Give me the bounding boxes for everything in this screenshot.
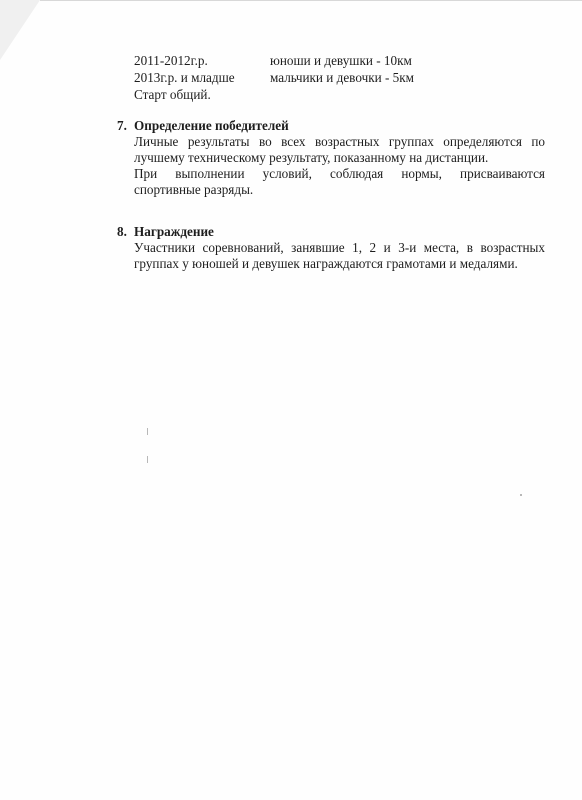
section-7-line-4: спортивные разряды. — [134, 182, 254, 197]
section-7-line-2: лучшему техническому результату, показанному на дистанции. — [134, 150, 489, 165]
scan-artifact — [147, 428, 148, 435]
scan-artifact — [520, 494, 522, 496]
section-8-line-2: группах у юношей и девушек награждаются грамотами и медалями. — [134, 256, 518, 271]
section-7-body — [134, 134, 545, 198]
age-group-years-1: 2011-2012г.р. — [134, 53, 208, 68]
section-7-title: Определение победителей — [134, 118, 289, 133]
section-7-line-3: При выполнении условий, соблюдая нормы, присваиваются — [134, 166, 545, 181]
section-7-line-1: Личные результаты во всех возрастных группах определяются по — [134, 134, 545, 149]
scan-artifact — [147, 456, 148, 463]
section-8-line-1: Участники соревнований, занявшие 1, 2 и 3-и места, в возрастных — [134, 240, 545, 255]
section-7-number: 7. — [117, 118, 127, 133]
scan-edge — [40, 0, 582, 1]
age-group-category-2: мальчики и девочки - 5км — [270, 70, 414, 85]
folded-corner — [0, 0, 40, 60]
section-8-body — [134, 240, 545, 272]
age-group-years-2: 2013г.р. и младше — [134, 70, 235, 85]
section-8-title: Награждение — [134, 224, 214, 239]
section-8-number: 8. — [117, 224, 127, 239]
age-group-category-1: юноши и девушки - 10км — [270, 53, 412, 68]
start-note: Старт общий. — [134, 87, 211, 102]
